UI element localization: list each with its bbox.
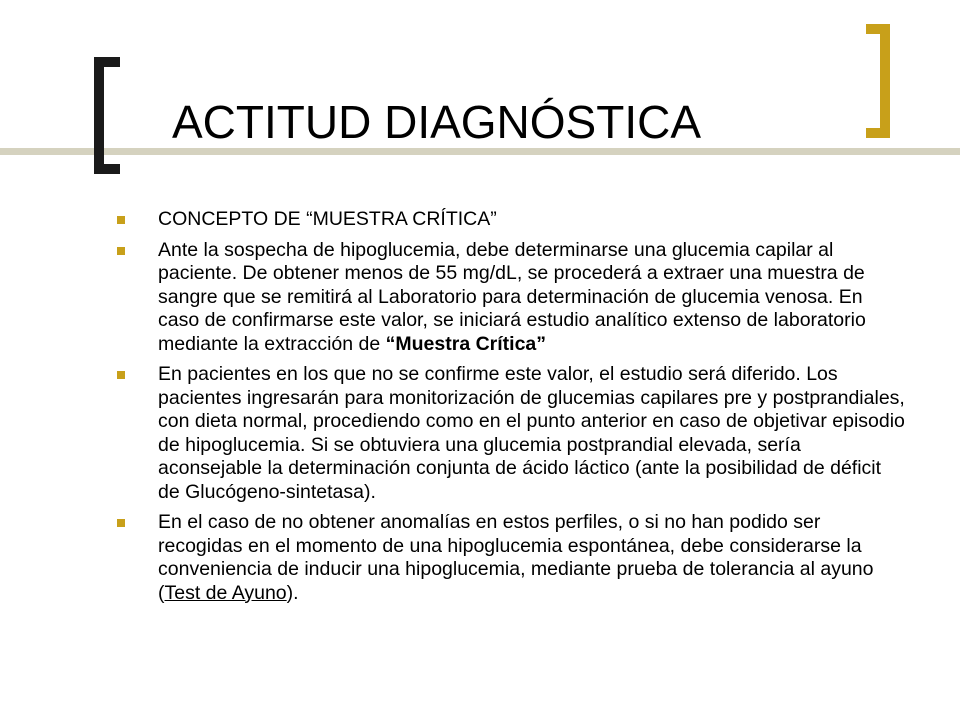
left-bracket-top xyxy=(94,57,120,67)
bullet-text: Ante la sospecha de hipoglucemia, debe determinarse una glucemia capilar al paciente. De obtener menos de 55 mg/dL, se procederá a extraer una muestra de sangre que se remitirá al Laboratorio para determinación de glucemia venosa. En caso de confirmarse este valor, se iniciará estudio analítico extenso de laboratorio mediante la extracción de xyxy=(158,238,866,355)
bullet-marker-icon xyxy=(117,519,125,527)
bullet-text-end: ). xyxy=(286,581,299,604)
bullet-marker-icon xyxy=(117,216,125,224)
left-bracket-bottom xyxy=(94,164,120,174)
left-bracket xyxy=(94,57,104,174)
bullet-marker-icon xyxy=(117,247,125,255)
slide-title: ACTITUD DIAGNÓSTICA xyxy=(172,96,702,148)
right-bracket-top xyxy=(866,24,890,34)
right-bracket xyxy=(880,24,890,138)
bullet-marker-icon xyxy=(117,371,125,379)
bullet-list xyxy=(117,208,907,612)
bullet-text: En pacientes en los que no se confirme este valor, el estudio será diferido. Los pacientes ingresarán para monitorización de glucemias capilares pre y postprandiales, con dieta normal, procediendo como en el punto anterior en caso de objetivar episodio de hipoglucemia. Si se obtuviera una glucemia postprandial elevada, sería aconsejable la determinación conjunta de ácido láctico (ante la posibilidad de déficit de Glucógeno-sintetasa). xyxy=(158,363,905,503)
bullet-bold-term: “Muestra Crítica” xyxy=(385,332,547,355)
bullet-test-ayuno xyxy=(117,511,907,605)
test-de-ayuno-link[interactable]: Test de Ayuno xyxy=(164,581,287,604)
bullet-concepto xyxy=(117,208,907,232)
right-bracket-bottom xyxy=(866,128,890,138)
bullet-text: En el caso de no obtener anomalías en estos perfiles, o si no han podido ser recogidas en el momento de una hipoglucemia espontánea, debe considerarse la conveniencia de inducir una hipoglucemia, mediante prueba de tolerancia al ayuno ( xyxy=(158,511,874,604)
bullet-text: CONCEPTO DE “MUESTRA CRÍTICA” xyxy=(158,208,497,230)
bullet-sospecha xyxy=(117,239,907,357)
bullet-diferido xyxy=(117,363,907,504)
